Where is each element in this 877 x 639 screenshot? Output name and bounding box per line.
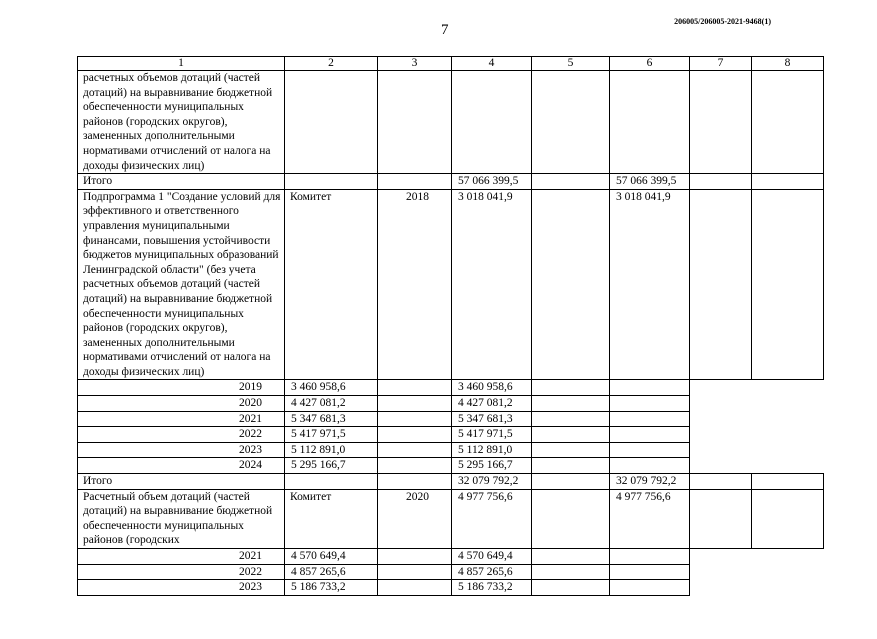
header-col-8: 8 xyxy=(752,57,824,71)
cell-col-6 xyxy=(610,71,690,174)
total-col-6: 57 066 399,5 xyxy=(610,174,690,190)
table-row xyxy=(78,580,824,596)
cell-col-8 xyxy=(610,458,690,474)
total-row xyxy=(78,174,824,190)
value-col-4: 5 112 891,0 xyxy=(285,442,378,458)
cell-col-2 xyxy=(285,174,378,190)
year: 2020 xyxy=(78,396,285,412)
cell-col-5 xyxy=(378,458,452,474)
value-col-6: 4 977 756,6 xyxy=(610,489,690,548)
cell-col-5 xyxy=(378,442,452,458)
cell-col-4 xyxy=(452,71,532,174)
cell-col-8 xyxy=(610,427,690,443)
cell-col-7 xyxy=(532,564,610,580)
document-code: 206005/206005-2021-9468(1) xyxy=(674,17,771,26)
value-col-6: 3 018 041,9 xyxy=(610,189,690,380)
value-col-6: 5 112 891,0 xyxy=(452,442,532,458)
value-col-4: 5 417 971,5 xyxy=(285,427,378,443)
cell-col-3 xyxy=(378,71,452,174)
value-col-6: 5 186 733,2 xyxy=(452,580,532,596)
header-col-4: 4 xyxy=(452,57,532,71)
value-col-6: 5 417 971,5 xyxy=(452,427,532,443)
cell-col-8 xyxy=(752,71,824,174)
total-col-4: 32 079 792,2 xyxy=(452,474,532,490)
cell-col-8 xyxy=(610,411,690,427)
cell-col-2 xyxy=(285,474,378,490)
value-col-4: 3 460 958,6 xyxy=(285,380,378,396)
value-col-6: 4 427 081,2 xyxy=(452,396,532,412)
row-description: Расчетный объем дотаций (частей дотаций) на выравнивание бюджетной обеспеченности муниципальных районов (городских xyxy=(78,489,285,548)
cell-col-7 xyxy=(532,380,610,396)
budget-table xyxy=(77,56,824,596)
executor: Комитет xyxy=(285,189,378,380)
table-row xyxy=(78,396,824,412)
cell-col-5 xyxy=(378,580,452,596)
cell-col-5 xyxy=(378,380,452,396)
cell-col-5 xyxy=(532,174,610,190)
total-col-4: 57 066 399,5 xyxy=(452,174,532,190)
value-col-6: 5 347 681,3 xyxy=(452,411,532,427)
value-col-4: 4 570 649,4 xyxy=(285,549,378,565)
value-col-4: 4 977 756,6 xyxy=(452,489,532,548)
value-col-4: 4 427 081,2 xyxy=(285,396,378,412)
cell-col-3 xyxy=(378,474,452,490)
cell-col-8 xyxy=(610,442,690,458)
table-row xyxy=(78,564,824,580)
year: 2023 xyxy=(78,580,285,596)
total-label: Итого xyxy=(78,174,285,190)
cell-col-7 xyxy=(690,489,752,548)
cell-col-2 xyxy=(285,71,378,174)
year: 2024 xyxy=(78,458,285,474)
cell-col-5 xyxy=(378,396,452,412)
cell-col-8 xyxy=(610,396,690,412)
row-description: расчетных объемов дотаций (частей дотаций) на выравнивание бюджетной обеспеченности муниципальных районов (городских округов), замененных дополнительными нормативами отчислений от налога на доходы физических лиц) xyxy=(78,71,285,174)
total-label: Итого xyxy=(78,474,285,490)
header-col-6: 6 xyxy=(610,57,690,71)
value-col-6: 3 460 958,6 xyxy=(452,380,532,396)
table-row xyxy=(78,489,824,548)
total-row xyxy=(78,474,824,490)
cell-col-7 xyxy=(690,174,752,190)
cell-col-7 xyxy=(690,189,752,380)
cell-col-7 xyxy=(532,396,610,412)
cell-col-5 xyxy=(378,411,452,427)
table-row xyxy=(78,71,824,174)
header-col-2: 2 xyxy=(285,57,378,71)
table-row xyxy=(78,427,824,443)
executor: Комитет xyxy=(285,489,378,548)
cell-col-7 xyxy=(532,458,610,474)
value-col-6: 4 857 265,6 xyxy=(452,564,532,580)
value-col-4: 5 295 166,7 xyxy=(285,458,378,474)
cell-col-8 xyxy=(752,189,824,380)
year: 2022 xyxy=(78,564,285,580)
cell-col-7 xyxy=(690,474,752,490)
value-col-4: 5 347 681,3 xyxy=(285,411,378,427)
total-col-6: 32 079 792,2 xyxy=(610,474,690,490)
value-col-4: 3 018 041,9 xyxy=(452,189,532,380)
value-col-6: 5 295 166,7 xyxy=(452,458,532,474)
table-row xyxy=(78,458,824,474)
table-row xyxy=(78,442,824,458)
table-row xyxy=(78,189,824,380)
cell-col-3 xyxy=(378,174,452,190)
cell-col-7 xyxy=(532,442,610,458)
cell-col-8 xyxy=(610,580,690,596)
cell-col-5 xyxy=(378,427,452,443)
cell-col-8 xyxy=(752,489,824,548)
table-row xyxy=(78,549,824,565)
header-row xyxy=(78,57,824,71)
cell-col-7 xyxy=(532,580,610,596)
cell-col-5 xyxy=(378,549,452,565)
cell-col-5 xyxy=(532,489,610,548)
year: 2018 xyxy=(378,189,452,380)
page-number: 7 xyxy=(441,22,449,38)
year: 2021 xyxy=(78,411,285,427)
year: 2023 xyxy=(78,442,285,458)
cell-col-7 xyxy=(690,71,752,174)
value-col-4: 4 857 265,6 xyxy=(285,564,378,580)
header-col-5: 5 xyxy=(532,57,610,71)
cell-col-8 xyxy=(752,474,824,490)
cell-col-7 xyxy=(532,549,610,565)
table-row xyxy=(78,411,824,427)
cell-col-8 xyxy=(610,549,690,565)
header-col-7: 7 xyxy=(690,57,752,71)
table-row xyxy=(78,380,824,396)
year: 2019 xyxy=(78,380,285,396)
cell-col-7 xyxy=(532,427,610,443)
cell-col-8 xyxy=(752,174,824,190)
cell-col-8 xyxy=(610,564,690,580)
cell-col-5 xyxy=(532,71,610,174)
year: 2021 xyxy=(78,549,285,565)
year: 2020 xyxy=(378,489,452,548)
cell-col-8 xyxy=(610,380,690,396)
cell-col-5 xyxy=(532,474,610,490)
value-col-4: 5 186 733,2 xyxy=(285,580,378,596)
header-col-1: 1 xyxy=(78,57,285,71)
cell-col-7 xyxy=(532,411,610,427)
row-description: Подпрограмма 1 "Создание условий для эффективного и ответственного управления муниципальными финансами, повышения устойчивости бюджетов муниципальных образований Ленинградской области" (без учета расчетных объемов дотаций (частей дотаций) на выравнивание бюджетной обеспеченности муниципальных районов (городских округов), замененных дополнительными нормативами отчислений от налога на доходы физических лиц) xyxy=(78,189,285,380)
value-col-6: 4 570 649,4 xyxy=(452,549,532,565)
header-col-3: 3 xyxy=(378,57,452,71)
cell-col-5 xyxy=(532,189,610,380)
year: 2022 xyxy=(78,427,285,443)
cell-col-5 xyxy=(378,564,452,580)
